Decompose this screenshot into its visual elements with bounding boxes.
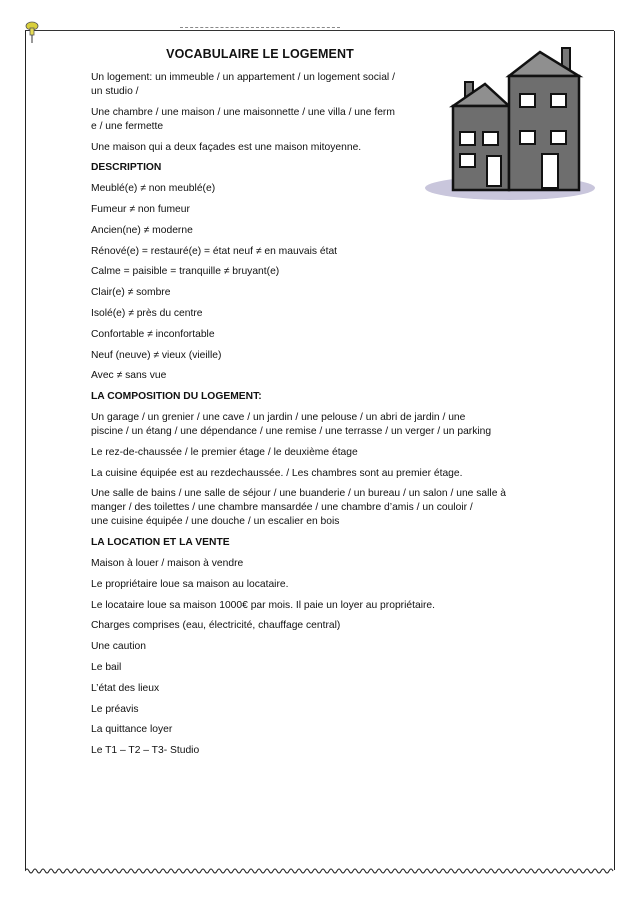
location-item: Charges comprises (eau, électricité, chauffage central) <box>91 620 341 632</box>
description-item: Avec ≠ sans vue <box>91 370 167 382</box>
description-item: Isolé(e) ≠ près du centre <box>91 307 203 319</box>
composition-heading: LA COMPOSITION DU LOGEMENT: <box>91 391 262 403</box>
location-heading: LA LOCATION ET LA VENTE <box>91 537 230 549</box>
location-item: L’état des lieux <box>91 682 160 694</box>
location-item: Le préavis <box>91 703 139 715</box>
bottom-wavy-border <box>25 866 614 876</box>
location-item: La quittance loyer <box>91 724 173 736</box>
description-item: Clair(e) ≠ sombre <box>91 287 171 299</box>
composition-line: Un garage / un grenier / une cave / un jardin / une pelouse / un abri de jardin / une <box>91 411 466 423</box>
location-item: Le T1 – T2 – T3- Studio <box>91 745 200 757</box>
intro-line-1b: un studio / <box>91 86 139 97</box>
description-item: Rénové(e) = restauré(e) = état neuf ≠ en mauvais état <box>91 245 338 257</box>
intro-line-2a: Une chambre / une maison / une maisonnette / une villa / une ferm <box>91 106 395 118</box>
vocabulary-content <box>91 71 541 765</box>
location-item: Une caution <box>91 641 146 653</box>
description-item: Meublé(e) ≠ non meublé(e) <box>91 183 216 195</box>
top-dashed-rule <box>180 27 340 28</box>
location-item: Le locataire loue sa maison 1000€ par mois. Il paie un loyer au propriétaire. <box>91 599 436 611</box>
description-item: Confortable ≠ inconfortable <box>91 328 215 340</box>
composition-line: une cuisine équipée / une douche / un escalier en bois <box>91 516 340 528</box>
description-item: Neuf (neuve) ≠ vieux (vieille) <box>91 349 222 361</box>
description-heading: DESCRIPTION <box>91 162 162 174</box>
location-item: Le bail <box>91 661 122 673</box>
composition-paragraph-2: Le rez-de-chaussée / le premier étage / le deuxième étage <box>91 446 358 458</box>
intro-line-2b: e / une fermette <box>91 120 164 132</box>
description-item: Calme = paisible = tranquille ≠ bruyant(e) <box>91 266 280 278</box>
composition-line: piscine / un étang / une dépendance / une remise / une terrasse / un verger / un parking <box>91 425 492 437</box>
composition-paragraph-4 <box>91 487 541 529</box>
composition-line: Une salle de bains / une salle de séjour / une buanderie / un bureau / un salon / une salle à <box>91 488 507 500</box>
pushpin-icon <box>24 20 40 44</box>
composition-paragraph-1 <box>91 411 541 439</box>
intro-line-2 <box>91 106 426 134</box>
composition-paragraph-3: La cuisine équipée est au rezdechaussée. / Les chambres sont au premier étage. <box>91 467 463 479</box>
intro-line-3: Une maison qui a deux façades est une maison mitoyenne. <box>91 141 362 153</box>
location-item: Le propriétaire loue sa maison au locataire. <box>91 578 289 590</box>
intro-line-1a: Un logement: un immeuble / un appartement / un logement social / <box>91 72 395 83</box>
intro-line-1 <box>91 71 426 99</box>
description-item: Fumeur ≠ non fumeur <box>91 203 190 215</box>
description-item: Ancien(ne) ≠ moderne <box>91 224 193 236</box>
location-item: Maison à louer / maison à vendre <box>91 557 244 569</box>
page-title: VOCABULAIRE LE LOGEMENT <box>166 47 354 61</box>
composition-line: manger / des toilettes / une chambre mansardée / une chambre d’amis / un couloir / <box>91 502 473 514</box>
